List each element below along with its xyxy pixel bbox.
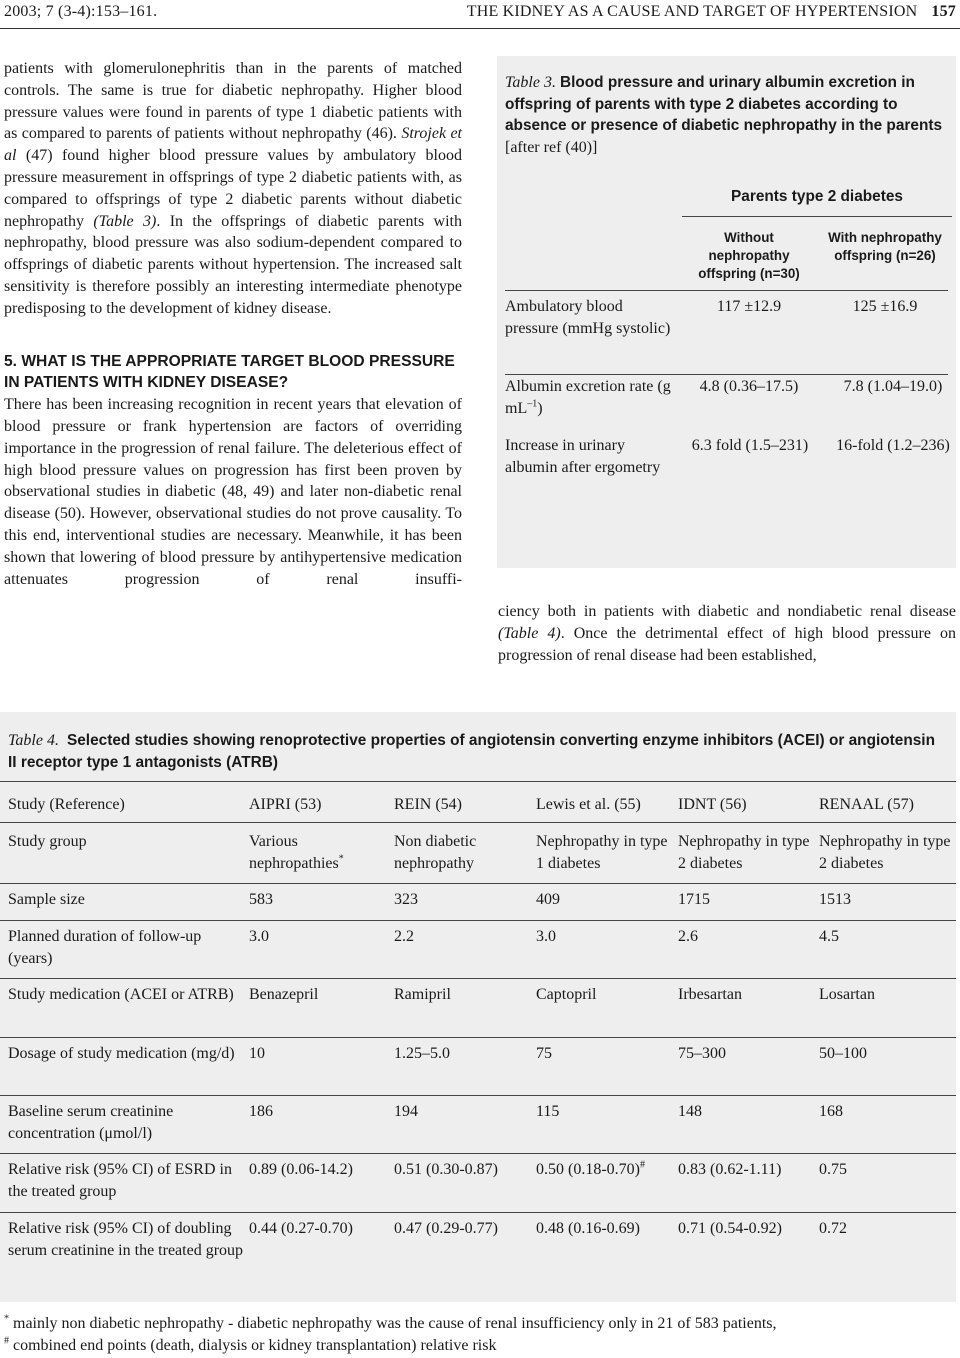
table-4-header-rule [0, 822, 956, 823]
table-3-title: Blood pressure and urinary albumin excretion in offspring of parents with type 2 diabetes according to absence or presence of diabetic nephropathy in the parents [505, 74, 943, 135]
table-3-col-without: Without nephropathy offspring (n=30) [698, 230, 800, 281]
paragraph-2: There has been increasing recognition in recent years that elevation of blood pressure or frank hypertension are factors of overriding importance in the progression of renal failure. The deleterious effect of high blood pressure values on progression has first been proven by observational studies in diabetic (48, 49) and later non-diabetic renal disease (50). However, observational studies do not prove causality. To this end, interventional studies are necessary. Meanwhile, it has been shown that lowering of blood pressure by antihypertensive medication attenuates progression of renal insuffi- [4, 396, 462, 588]
table-4-row-rule [0, 1212, 956, 1213]
table-3-header-rule [505, 290, 948, 291]
paragraph-1: patients with glomerulonephritis than in the parents of matched controls. The same is true for diabetic nephropathy. Higher blood pressure values were found in parents of type 1 diabetic patients with as compared to parents of patients without nephropathy (46). Strojek et al (47) found higher blood pressure values by ambulatory blood pressure measurement in offsprings of type 2 diabetic patients with, as compared to offsprings of type 2 diabetic parents without diabetic nephropathy (Table 3). In the offsprings of diabetic parents with nephropathy, blood pressure was also sodium-dependent compared to offsprings of diabetic parents without hypertension. The increased salt sensitivity is therefore possibly an interesting intermediate phenotype predisposing to the development of kidney disease. [4, 60, 463, 317]
table-3-group-header: Parents type 2 diabetes [731, 188, 903, 205]
header-rule [0, 28, 960, 29]
footnote-mark: * [338, 853, 344, 865]
footnote-mark: # [639, 1159, 645, 1171]
table-3-reference[interactable]: (Table 3) [93, 212, 157, 230]
table-3-row-rule [505, 374, 948, 375]
table-4-row-rule [0, 1095, 956, 1096]
author-citation: Strojek et al [4, 125, 463, 165]
running-title: THE KIDNEY AS A CAUSE AND TARGET OF HYPERTENSION [466, 3, 918, 20]
table-4-row-rule [0, 978, 956, 979]
right-column [498, 601, 956, 666]
footnote-2: # combined end points (death, dialysis or kidney transplantation) relative risk [4, 1335, 497, 1354]
table-3-caption [505, 72, 948, 158]
left-column [4, 58, 462, 590]
table-3-label: Table 3. [505, 74, 556, 91]
table-3-source: [after ref (40)] [505, 138, 598, 156]
table-4-caption [8, 730, 938, 773]
table-4: Table 4. Selected studies showing renoprotective properties of angiotensin converting enzyme inhibitors (ACEI) or angiotensin II receptor type 1 antagonists (ATRB) Study (Reference) AIPRI (53) REIN (54) Lewis et al. (55) IDNT (56) RENAAL (57) Study group Various nephropathies* Non diabetic nephropathy Nephropathy in type 1 diabetes Nephropathy in type 2 diabetes Nephropathy in type 2 diabetes Sample size 583 323 409 1715 1513 Planned duration of follow-up (years) 3.0 2.2 3.0 2.6 4.5 Study medication (ACEI or ATRB) Benazepril Ramipril Captopril Irbesartan Losartan Dosage of study medication (mg/d) 10 1.25–5.0 75 75–300 50–100 Baseline serum creatinine concentration (μmol/l) 186 194 115 148 168 Relative risk (95% CI) of ESRD in the treated group 0.89 (0.06-14.2) 0.51 (0.30-0.87) 0.50 (0.18-0.70)# 0.83 (0.62-1.11) 0.75 Relative risk (95% CI) of doubling serum creatinine in the treated group 0.44 (0.27-0.70) 0.47 (0.29-0.77) 0.48 (0.16-0.69) 0.71 (0.54-0.92) 0.72 [0, 712, 956, 1302]
section-5 [4, 351, 462, 591]
footnote-1: * mainly non diabetic nephropathy - diabetic nephropathy was the cause of renal insufficiency only in 21 of 583 patients, [4, 1313, 777, 1332]
running-header [4, 0, 956, 28]
table-4-top-rule [0, 781, 956, 782]
table-4-title: Selected studies showing renoprotective properties of angiotensin converting enzyme inhibitors (ACEI) or angiotensin II receptor type 1 antagonists (ATRB) [8, 732, 935, 771]
paragraph-3: ciency both in patients with diabetic and nondiabetic renal disease (Table 4). Once the detrimental effect of high blood pressure on progression of renal disease had been established, [498, 603, 956, 664]
table-3-group-rule [682, 216, 952, 217]
table-4-row-rule [0, 1037, 956, 1038]
running-title-group [467, 0, 956, 24]
table-3: Table 3. Blood pressure and urinary albumin excretion in offspring of parents with type 2 diabetes according to absence or presence of diabetic nephropathy in the parents [after ref (40)] Parents type 2 diabetes Without nephropathy offspring (n=30) With nephropathy offspring (n=26) Ambulatory blood pressure (mmHg systolic) 117 ±12.9 125 ±16.9 Albumin excretion rate (g $mL^{-1}$) 4.8 (0.36–17.5) 7.8 (1.04–19.0) Increase in urinary albumin after ergometry 6.3 fold (1.5–231) 16-fold (1.2–236) [497, 56, 956, 568]
table-4-row-rule [0, 920, 956, 921]
page-number: 157 [931, 3, 956, 20]
table-4-row-rule [0, 883, 956, 884]
section-heading: 5. WHAT IS THE APPROPRIATE TARGET BLOOD PRESSURE IN PATIENTS WITH KIDNEY DISEASE? [4, 352, 455, 392]
table-3-col-with: With nephropathy offspring (n=26) [828, 230, 942, 263]
table-4-label: Table 4. [8, 732, 59, 749]
table-4-row-rule [0, 1153, 956, 1154]
table-4-reference[interactable]: (Table 4) [498, 624, 561, 642]
journal-citation: 2003; 7 (3-4):153–161. [4, 3, 158, 20]
